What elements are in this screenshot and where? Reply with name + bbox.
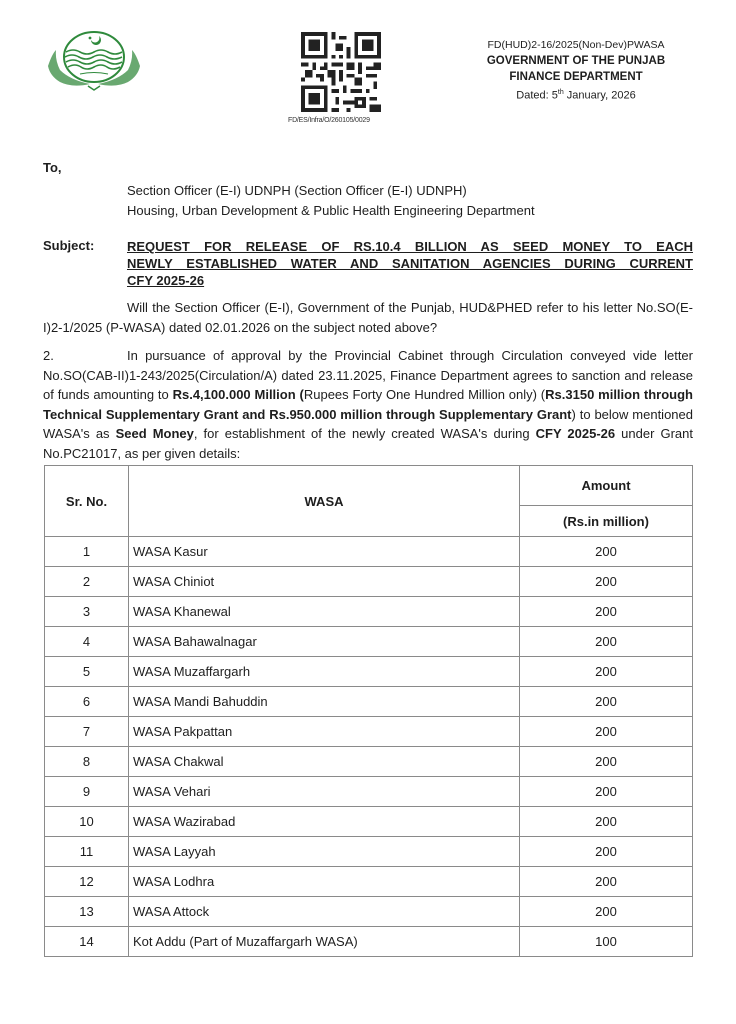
table-row [45,597,693,627]
cell-sr-no: 8 [45,747,129,777]
cell-sr-no: 6 [45,687,129,717]
cell-wasa-name: Kot Addu (Part of Muzaffargarh WASA) [129,927,520,957]
paragraph-2-text-3: ) to below mentioned WASA's as [43,406,693,441]
table-row [45,837,693,867]
cell-wasa-name: WASA Chakwal [129,747,520,777]
emblem-icon [44,26,144,98]
department-name: FINANCE DEPARTMENT [509,71,643,83]
date-prefix: Dated: 5 [516,89,558,102]
cell-amount: 200 [520,837,693,867]
cell-wasa-name: WASA Khanewal [129,597,520,627]
cell-sr-no: 10 [45,807,129,837]
cell-amount: 200 [520,717,693,747]
cell-amount: 200 [520,537,693,567]
table-row [45,717,693,747]
paragraph-2 [43,346,693,463]
cell-amount: 200 [520,597,693,627]
seed-money-term: Seed Money [115,426,194,441]
subject-label: Subject: [43,238,95,253]
cell-wasa-name: WASA Muzaffargarh [129,657,520,687]
table-row [45,777,693,807]
cell-amount: 100 [520,927,693,957]
paragraph-2-text-5: under Grant No.PC21017, as per given details: [43,426,693,461]
paragraph-1-text: Will the Section Officer (E-I), Government of the Punjab, HUD&PHED refer to his letter No.SO(E-I)2-1/2025 (P-WASA) dated 02.01.2026 on the subject noted above? [43,300,693,335]
cell-wasa-name: WASA Lodhra [129,867,520,897]
cell-amount: 200 [520,777,693,807]
cell-sr-no: 14 [45,927,129,957]
addressee [127,181,535,221]
cell-sr-no: 13 [45,897,129,927]
government-name: GOVERNMENT OF THE PUNJAB [486,55,666,67]
table-header-row [45,466,693,506]
grant-breakdown: Rs.3150 million through Technical Supplementary Grant and Rs.950.000 million through Supplementary Grant [43,387,693,422]
paragraph-2-text-2: Rupees Forty One Hundred Million only) ( [303,387,546,402]
cell-sr-no: 2 [45,567,129,597]
cell-amount: 200 [520,867,693,897]
cell-wasa-name: WASA Chiniot [129,567,520,597]
qr-code-caption: FD/ES/Infra/O/260105/0029 [288,117,370,124]
cell-amount: 200 [520,807,693,837]
table-row [45,657,693,687]
cell-wasa-name: WASA Mandi Bahuddin [129,687,520,717]
header-amount: Amount [520,466,693,506]
cell-amount: 200 [520,897,693,927]
paragraph-1 [43,298,693,337]
cell-wasa-name: WASA Layyah [129,837,520,867]
table-row [45,867,693,897]
wasa-allocation-table [44,465,693,957]
qr-code-icon [300,32,382,112]
subject-line-3: CFY 2025-26 [127,273,205,288]
cell-amount: 200 [520,747,693,777]
table-row [45,537,693,567]
punjab-government-emblem [44,26,144,98]
table-row [45,567,693,597]
cell-sr-no: 4 [45,627,129,657]
addressee-line-1: Section Officer (E-I) UDNPH (Section Officer (E-I) UDNPH) [127,183,467,198]
table-row [45,687,693,717]
cell-wasa-name: WASA Vehari [129,777,520,807]
cell-amount: 200 [520,567,693,597]
fiscal-year: CFY 2025-26 [535,426,616,441]
cell-amount: 200 [520,687,693,717]
table-row [45,627,693,657]
paragraph-number: 2. [43,348,54,363]
cell-wasa-name: WASA Bahawalnagar [129,627,520,657]
cell-sr-no: 7 [45,717,129,747]
paragraph-2-text-1: In pursuance of approval by the Provincial Cabinet through Circulation conveyed vide letter No.SO(CAB-II)1-243/2025(Circulation/A) dated 23.11.2025, Finance Department agrees to sanction and release of funds amounting to [43,348,693,402]
to-label: To, [43,160,62,175]
paragraph-2-text-4: , for establishment of the newly created WASA's during [193,426,536,441]
table-row [45,747,693,777]
header-sr-no: Sr. No. [45,466,129,537]
cell-wasa-name: WASA Attock [129,897,520,927]
cell-amount: 200 [520,657,693,687]
reference-number: FD(HUD)2-16/2025(Non-Dev)PWASA [487,39,665,51]
cell-sr-no: 11 [45,837,129,867]
table-body [45,537,693,957]
subject-line-2: NEWLY ESTABLISHED WATER AND SANITATION AGENCIES DURING CURRENT [127,256,693,271]
addressee-line-2: Housing, Urban Development & Public Health Engineering Department [127,203,535,218]
cell-amount: 200 [520,627,693,657]
table-row [45,807,693,837]
total-amount: Rs.4,100.000 Million ( [172,387,304,402]
letter-date [456,85,696,104]
header-amount-unit: (Rs.in million) [520,506,693,537]
cell-sr-no: 3 [45,597,129,627]
qr-code [300,32,382,112]
table-row [45,897,693,927]
subject-line-1: REQUEST FOR RELEASE OF RS.10.4 BILLION AS SEED MONEY TO EACH [127,239,693,254]
cell-wasa-name: WASA Kasur [129,537,520,567]
cell-sr-no: 5 [45,657,129,687]
subject-text [127,238,693,289]
header-wasa: WASA [129,466,520,537]
cell-sr-no: 9 [45,777,129,807]
date-suffix: January, 2026 [563,89,636,102]
cell-wasa-name: WASA Wazirabad [129,807,520,837]
date-ordinal: th [557,89,564,96]
cell-sr-no: 12 [45,867,129,897]
letter-header [456,37,696,104]
cell-sr-no: 1 [45,537,129,567]
cell-wasa-name: WASA Pakpattan [129,717,520,747]
table-row [45,927,693,957]
